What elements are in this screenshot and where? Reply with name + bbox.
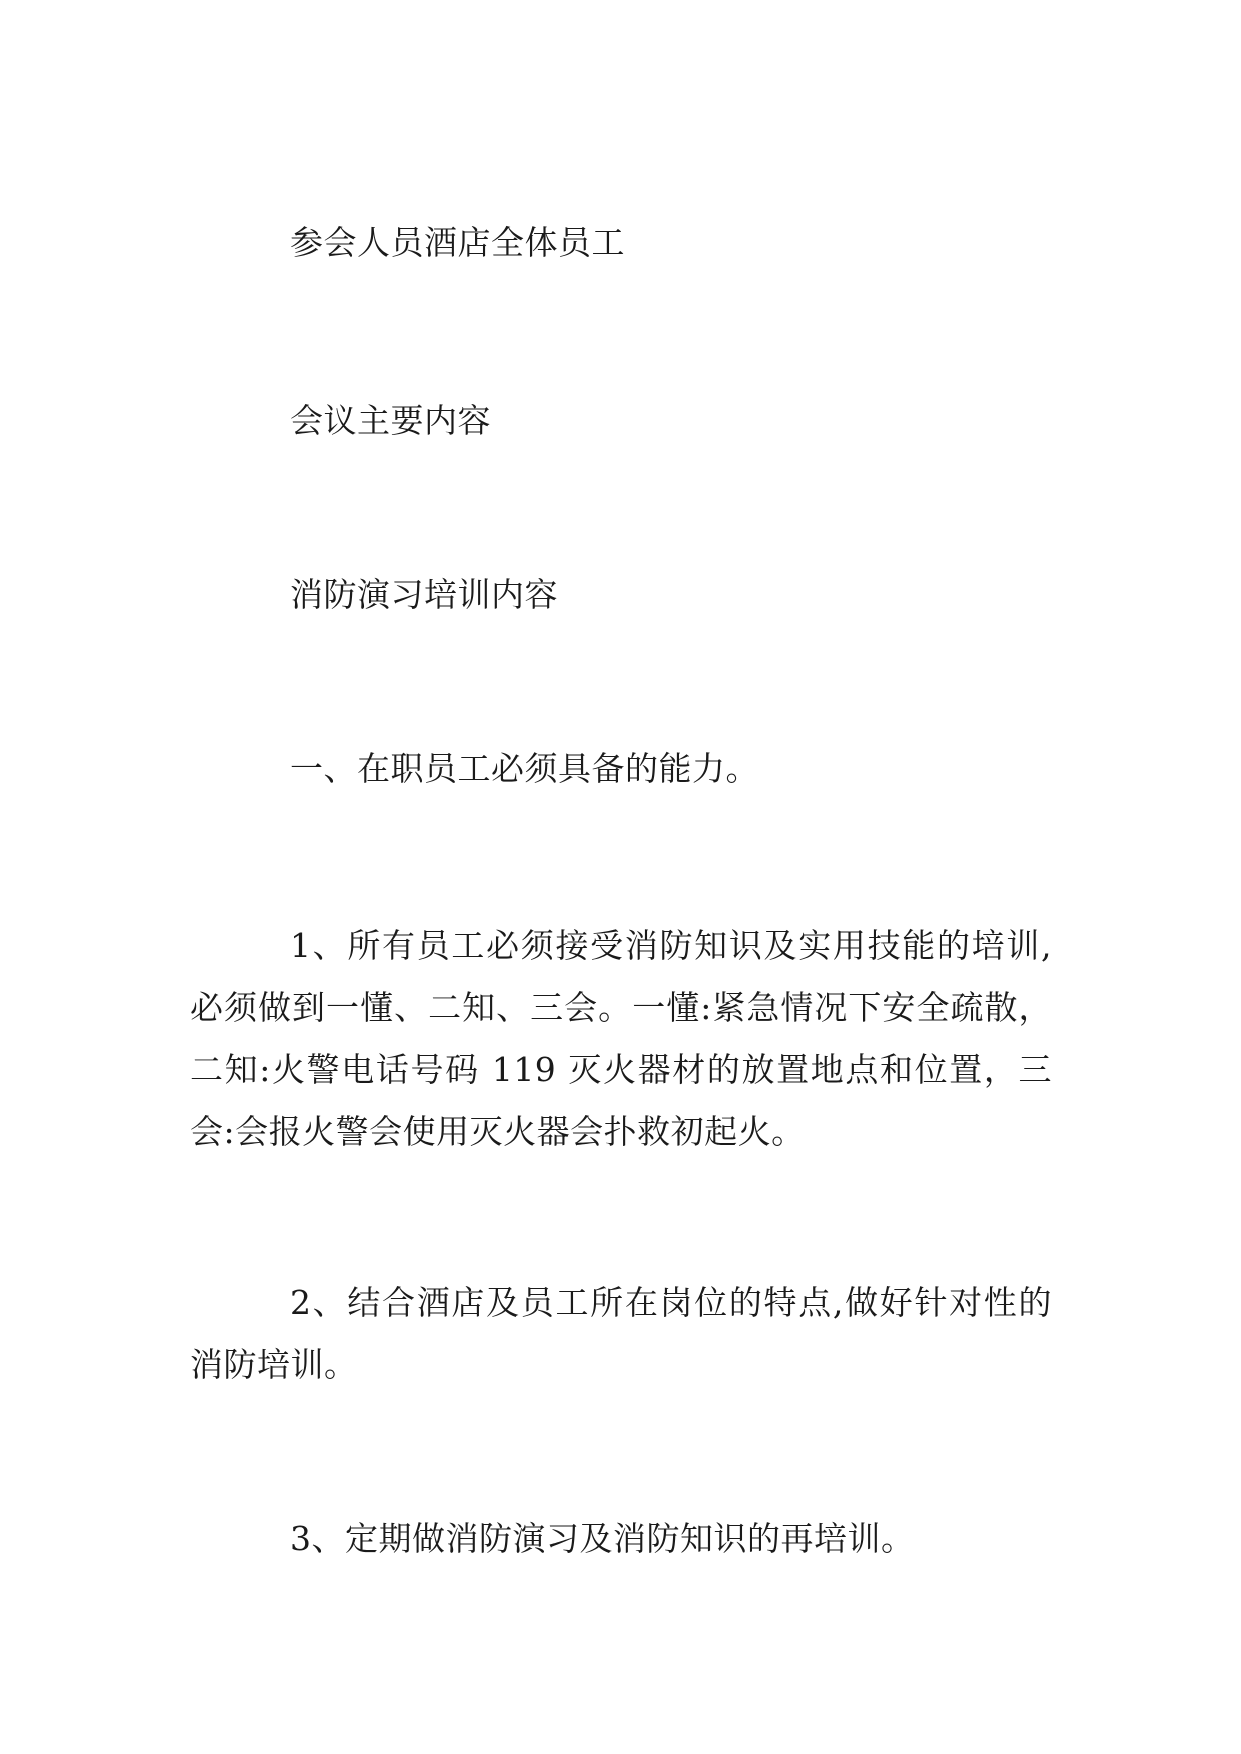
training-content-heading: 消防演习培训内容 xyxy=(290,575,558,614)
item-2-paragraph: 2、结合酒店及员工所在岗位的特点,做好针对性的消防培训。 xyxy=(190,1283,1052,1384)
meeting-content-heading: 会议主要内容 xyxy=(290,401,491,440)
item-1-paragraph: 1、所有员工必须接受消防知识及实用技能的培训,必须做到一懂、二知、三会。一懂:紧急情况下安全疏散，二知:火警电话号码 119 灭火器材的放置地点和位置，三会:会报火警会使用灭火器会扑救初起火。 xyxy=(190,926,1052,1151)
section-one-heading: 一、在职员工必须具备的能力。 xyxy=(290,749,759,788)
item-3-paragraph: 3、定期做消防演习及消防知识的再培训。 xyxy=(290,1519,915,1558)
attendees-line: 参会人员酒店全体员工 xyxy=(290,223,625,262)
